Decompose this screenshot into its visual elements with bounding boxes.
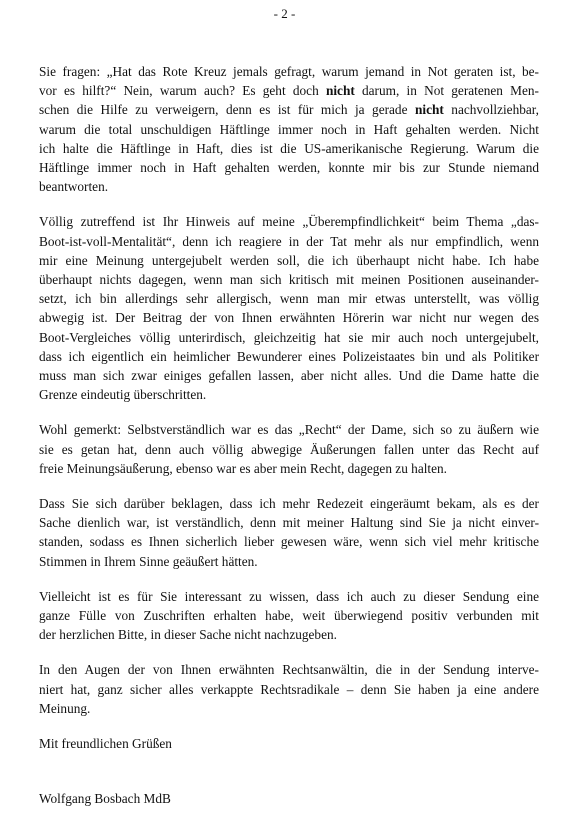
text-segment: Vielleicht ist es für Sie interessant zu wissen, dass ich auch zu dieser Sendung eine [39, 588, 539, 604]
text-segment: nachvollziehbar, [443, 102, 540, 118]
text-line [39, 513, 539, 532]
text-line [39, 420, 539, 439]
text-line [39, 552, 539, 571]
text-segment: ganze Fülle von Zuschriften erhalten habe, weit überwiegend positiv verbunden mit [39, 608, 539, 624]
text-segment: vor es hilft?“ Nein, warum auch? Es geht doch [39, 83, 326, 99]
text-line [39, 270, 539, 289]
text-segment: sie es getan hat, denn auch völlig abwegige Äußerungen fallen unter das Recht auf [39, 441, 539, 457]
text-segment: standen, sodass es Ihnen sicherlich lieber gewesen wäre, wenn sich viel mehr kritische [39, 534, 539, 550]
page-number: - 2 - [273, 6, 296, 21]
text-line [39, 606, 539, 625]
text-line [39, 177, 539, 196]
text-segment: beantworten. [39, 179, 109, 195]
text-line [39, 347, 539, 366]
text-line [39, 366, 539, 385]
text-segment: Dass Sie sich darüber beklagen, dass ich mehr Redezeit eingeräumt bekam, als es der [39, 496, 539, 512]
text-segment: Meinung. [39, 700, 91, 716]
text-line [39, 328, 539, 347]
text-segment: Grenze eindeutig überschritten. [39, 387, 207, 403]
text-line [39, 158, 539, 177]
text-segment: abwegig ist. Der Beitrag der von Ihnen erwähnten Hörerin war nicht nur wegen des [39, 310, 539, 326]
body-paragraph [39, 494, 539, 571]
text-segment: mir eine Meinung untergejubelt werden soll, die ich überhaupt nicht habe. Ich habe [39, 252, 539, 268]
text-line [39, 660, 539, 679]
text-segment: Sache dienlich war, ist verständlich, denn mit meiner Haltung sind Sie ja nicht einver- [39, 515, 539, 531]
text-line [39, 62, 539, 81]
body-paragraph [39, 587, 539, 645]
emphasized-word: nicht [325, 83, 355, 99]
text-line [39, 120, 539, 139]
text-line [39, 587, 539, 606]
text-line [39, 680, 539, 699]
text-segment: warum die total unschuldigen Häftlinge immer noch in Haft gehalten werden. Nicht [39, 121, 539, 137]
text-segment: schen die Hilfe zu verweigern, denn es ist für mich ja gerade [39, 102, 415, 118]
text-line [39, 625, 539, 644]
text-line [39, 308, 539, 327]
text-line [39, 440, 539, 459]
text-line [39, 494, 539, 513]
text-segment: dass ich eigentlich ein heimlicher Bewunderer eines Polizeistaates bin und als Politiker [39, 348, 539, 364]
text-segment: Boot-Vergleiches völlig unterirdisch, gleichzeitig hat sie mir auch noch untergejubelt, [39, 329, 539, 345]
emphasized-word: nicht [414, 102, 444, 118]
body-paragraph [39, 62, 539, 196]
body-paragraph [39, 420, 539, 478]
text-line [39, 139, 539, 158]
text-segment: ich halte die Häftlinge in Haft, dies ist die US-amerikanische Regierung. Warum die [39, 140, 539, 156]
text-line [39, 532, 539, 551]
body-paragraph [39, 212, 539, 404]
text-segment: muss man sich zwar einiges gefallen lassen, aber nicht alles. Und die Dame hatte die [39, 368, 539, 384]
text-segment: überhaupt nichts dagegen, wenn man sich kritisch mit meinen Positionen auseinander- [39, 272, 539, 288]
text-line [39, 232, 539, 251]
text-segment: setzt, ich bin allerdings sehr allergisch, wenn man mir etwas unterstellt, was völlig [39, 291, 539, 307]
text-segment: Völlig zutreffend ist Ihr Hinweis auf meine „Überempfindlichkeit“ beim Thema „das- [39, 214, 539, 230]
text-segment: Wohl gemerkt: Selbstverständlich war es das „Recht“ der Dame, sich so zu äußern wie [39, 422, 539, 438]
body-paragraph [39, 660, 539, 718]
text-line [39, 385, 539, 404]
text-line [39, 699, 539, 718]
text-segment: In den Augen der von Ihnen erwähnten Rechtsanwältin, die in der Sendung interve- [39, 662, 539, 678]
text-line [39, 81, 539, 100]
text-segment: der herzlichen Bitte, in dieser Sache nicht nachzugeben. [39, 627, 337, 643]
text-line [39, 212, 539, 231]
text-line [39, 251, 539, 270]
closing-line: Mit freundlichen Grüßen [39, 736, 172, 752]
text-line [39, 100, 539, 119]
text-segment: freie Meinungsäußerung, ebenso war es aber mein Recht, dagegen zu halten. [39, 460, 447, 476]
text-segment: Boot-ist-voll-Mentalität“, denn ich reagiere in der Tat mehr als nur empfindlich, wenn [39, 233, 539, 249]
text-segment: darum, in Not geratenen Men- [354, 83, 539, 99]
signature-name: Wolfgang Bosbach MdB [39, 791, 171, 806]
text-segment: Sie fragen: „Hat das Rote Kreuz jemals gefragt, warum jemand in Not geraten ist, be- [39, 64, 539, 79]
paragraphs [39, 62, 539, 718]
text-segment: Häftlinge immer noch in Haft gehalten werden, konnte mir bis zur Stunde niemand [39, 160, 539, 176]
text-segment: Stimmen in Ihrem Sinne geäußert hätten. [39, 553, 258, 569]
text-line [39, 289, 539, 308]
letter-body [39, 62, 539, 753]
text-line [39, 459, 539, 478]
text-segment: niert hat, ganz sicher alles verkappte Rechtsradikale – denn Sie haben ja eine andere [39, 681, 539, 697]
